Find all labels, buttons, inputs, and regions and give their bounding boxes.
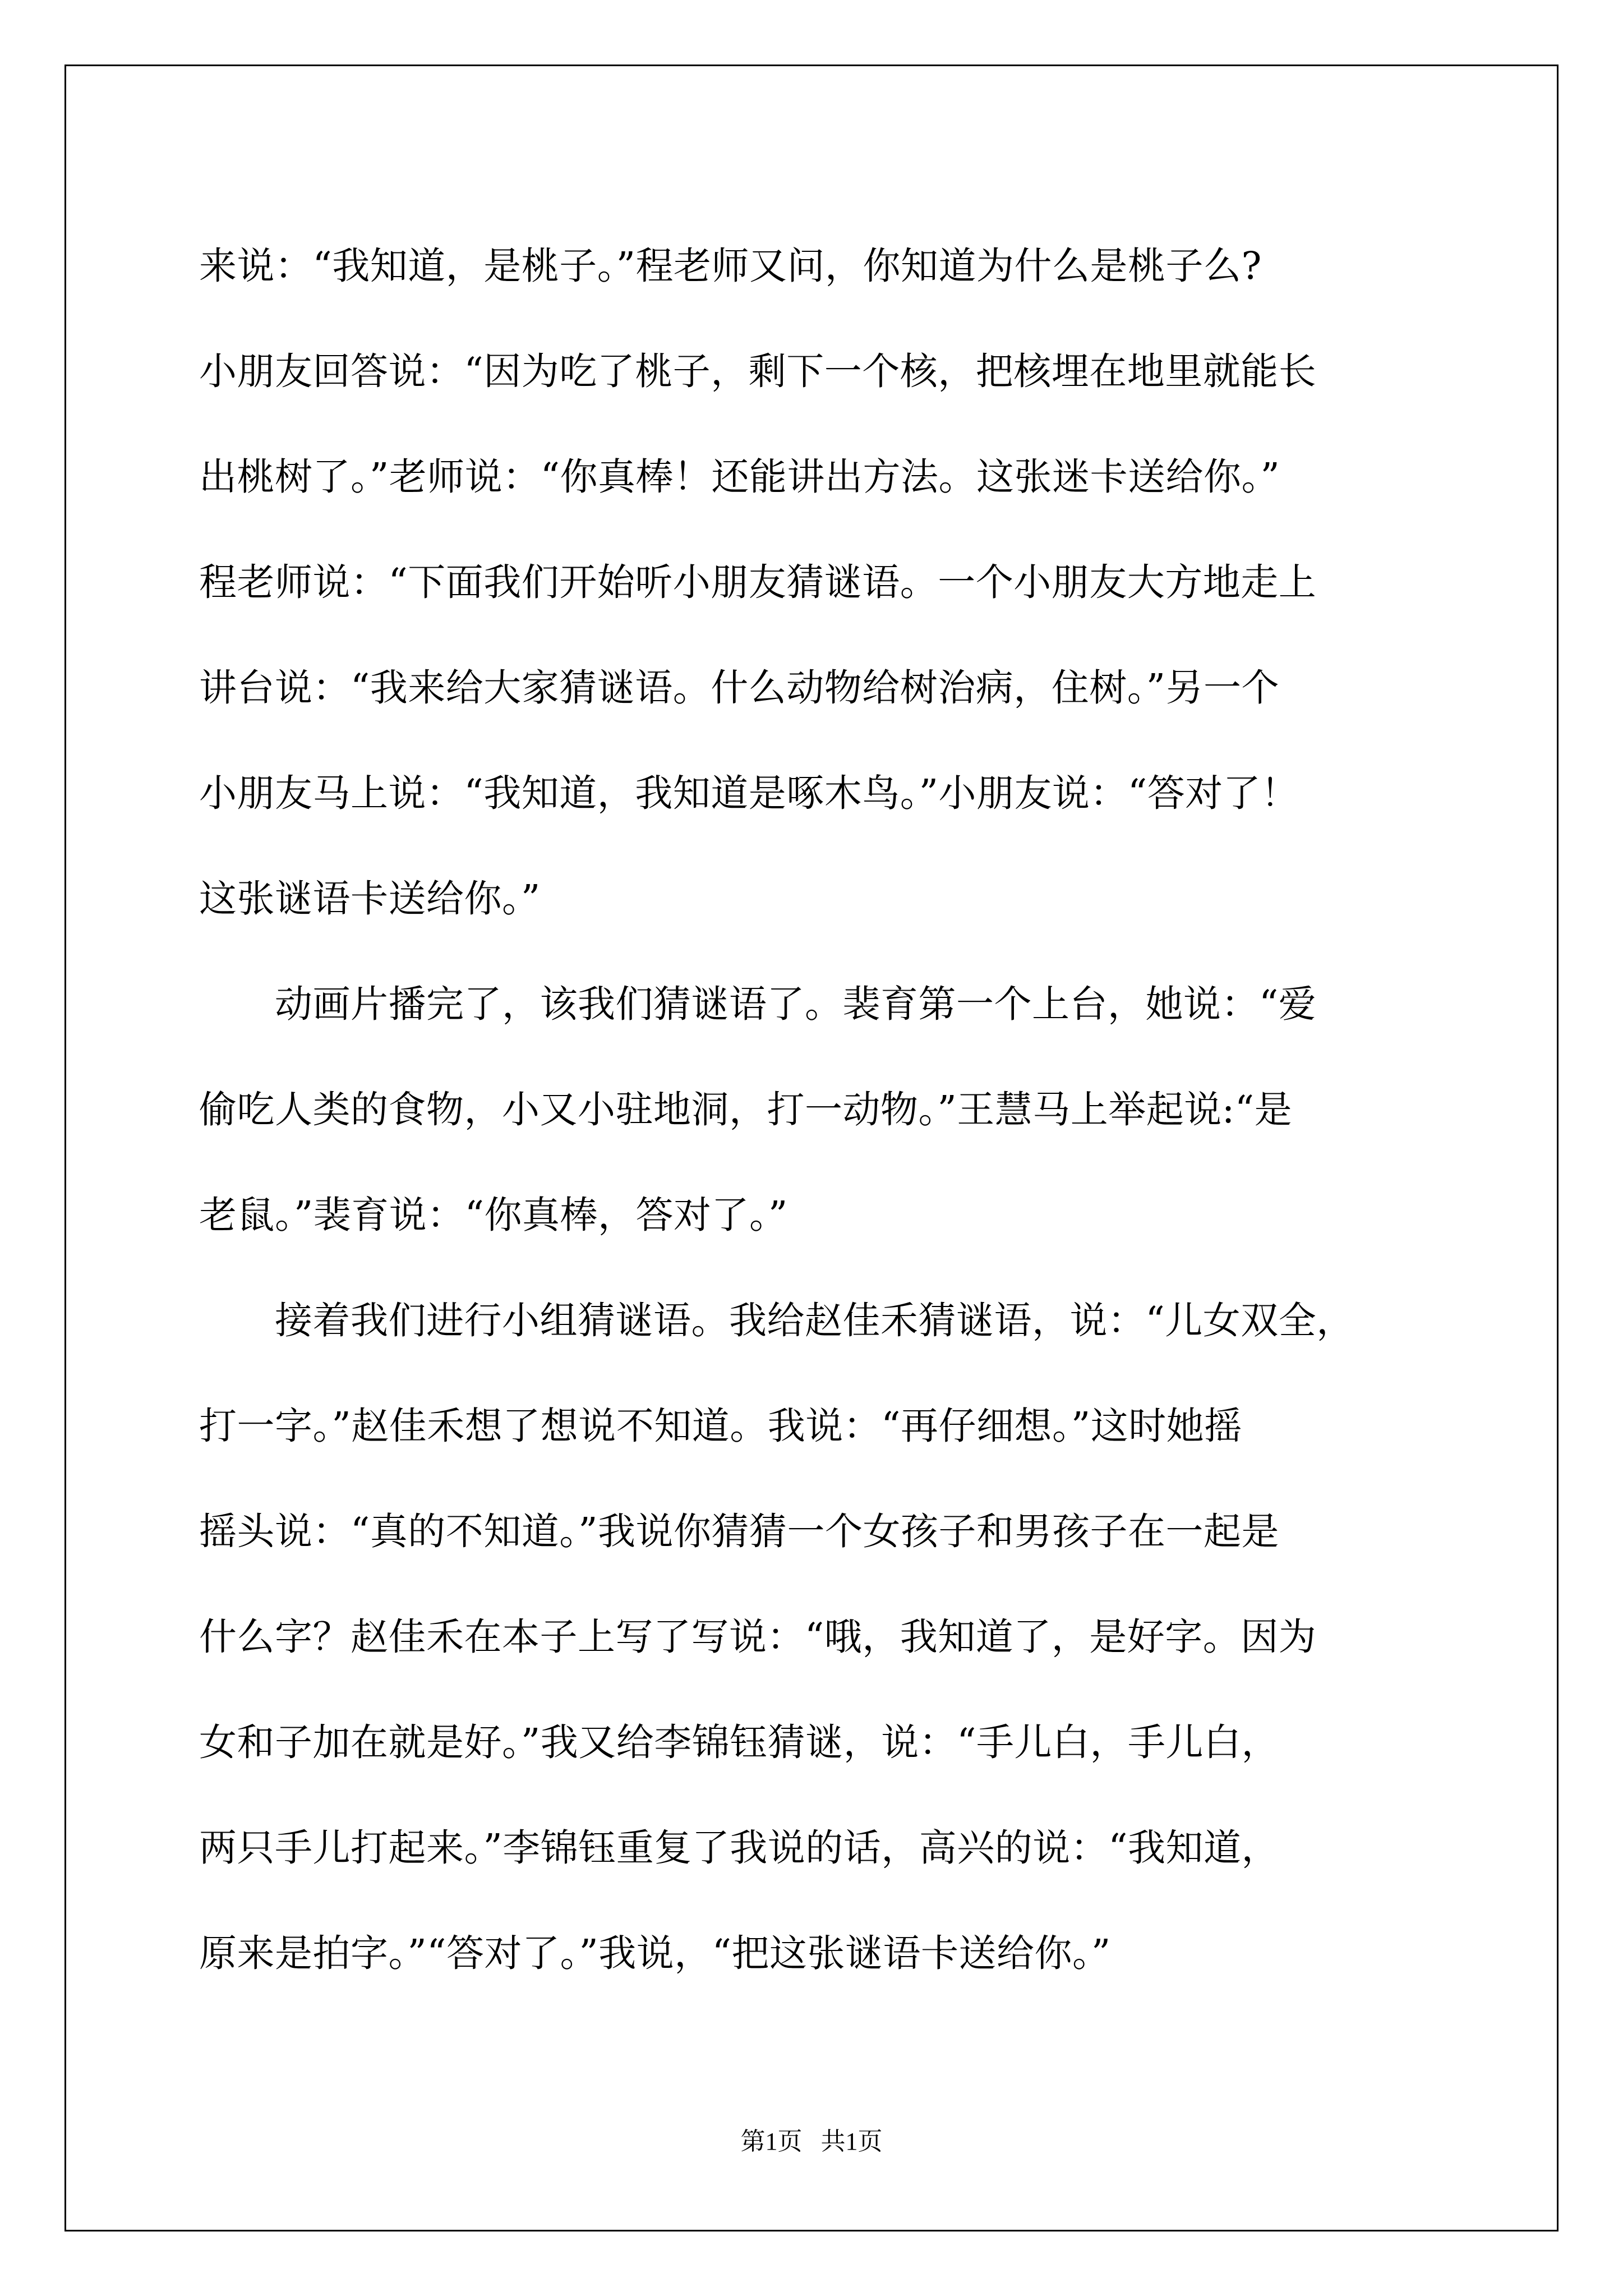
page-footer xyxy=(0,2125,1623,2159)
text-line: 摇头说：“真的不知道。”我说你猜猜一个女孩子和男孩子在一起是 xyxy=(199,1510,1280,1553)
text-line: 女和子加在就是好。”我又给李锦钰猜谜，说：“手儿白，手儿白， xyxy=(199,1720,1280,1764)
text-line: 讲台说：“我来给大家猜谜语。什么动物给树治病，住树。”另一个 xyxy=(199,666,1280,710)
text-line: 什么字？赵佳禾在本子上写了写说：“哦，我知道了，是好字。因为 xyxy=(199,1615,1317,1659)
text-line: 小朋友回答说：“因为吃了桃子，剩下一个核，把核埋在地里就能长 xyxy=(199,349,1317,393)
text-line: 来说：“我知道，是桃子。”程老师又问，你知道为什么是桃子么? xyxy=(199,244,1262,288)
paragraph-3 xyxy=(199,1268,1433,2006)
paragraph-2 xyxy=(199,951,1433,1268)
text-line: 动画片播完了，该我们猜谜语了。裴育第一个上台，她说：“爱 xyxy=(199,982,1317,1026)
text-line: 出桃树了。”老师说：“你真棒！还能讲出方法。这张迷卡送给你。” xyxy=(199,455,1280,499)
text-line: 这张谜语卡送给你。” xyxy=(199,877,541,921)
text-line: 偷吃人类的食物，小又小驻地洞，打一动物。”王慧马上举起说:“是 xyxy=(199,1088,1293,1131)
text-line: 打一字。”赵佳禾想了想说不知道。我说：“再仔细想。”这时她摇 xyxy=(199,1404,1242,1448)
text-line: 接着我们进行小组猜谜语。我给赵佳禾猜谜语，说：“儿女双全， xyxy=(199,1299,1354,1342)
text-line: 小朋友马上说：“我知道，我知道是啄木鸟。”小朋友说：“答对了！ xyxy=(199,771,1299,815)
text-line: 两只手儿打起来。”李锦钰重复了我说的话，高兴的说：“我知道， xyxy=(199,1826,1280,1870)
text-line: 老鼠。”裴育说：“你真棒，答对了。” xyxy=(199,1193,788,1237)
paragraph-1 xyxy=(199,213,1433,951)
page-number: 第1页 xyxy=(740,2128,803,2155)
text-line: 原来是拍字。”“答对了。”我说，“把这张谜语卡送给你。” xyxy=(199,1931,1111,1975)
page-total: 共1页 xyxy=(820,2128,883,2155)
document-body xyxy=(199,213,1433,2006)
text-line: 程老师说：“下面我们开始听小朋友猜谜语。一个小朋友大方地走上 xyxy=(199,560,1317,604)
